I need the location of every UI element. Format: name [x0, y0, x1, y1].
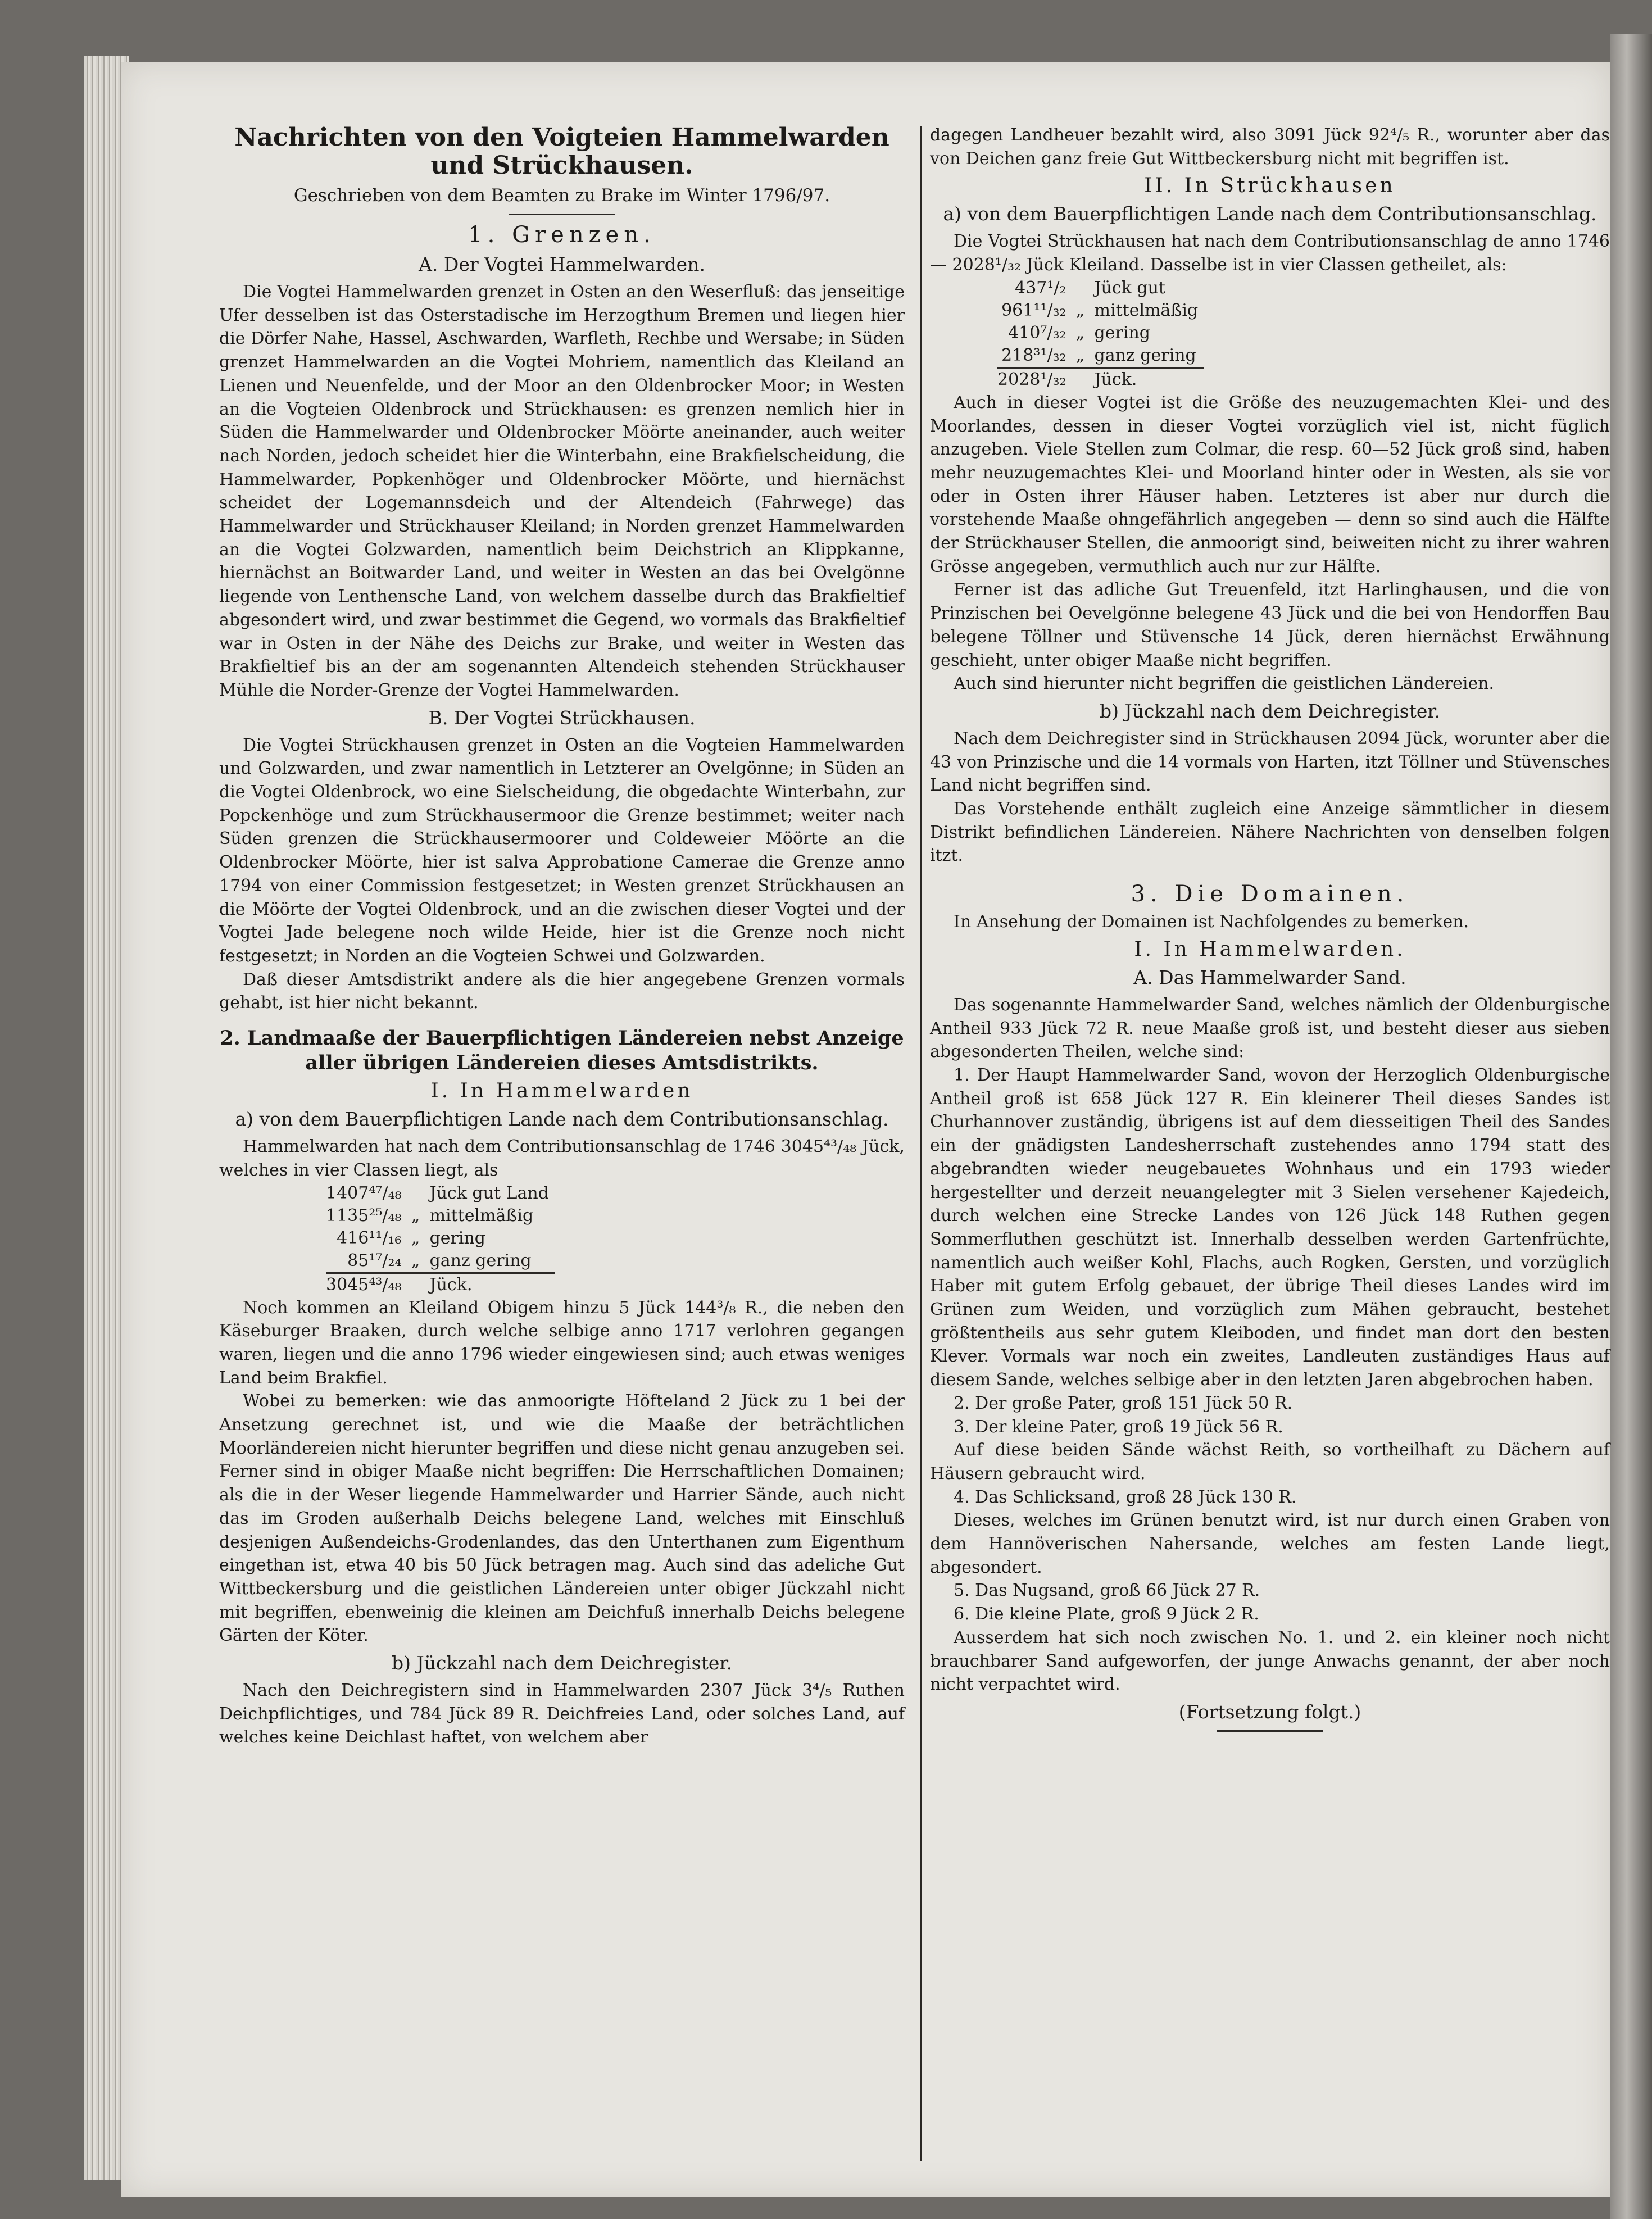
section-3-item-4: 4. Das Schlicksand, groß 28 Jück 130 R. [954, 1487, 1297, 1507]
amount-cell: 416¹¹/₁₆ [337, 1228, 402, 1248]
section-2-ii-a-text-4: Auch sind hierunter nicht begriffen die geistlichen Ländereien. [954, 674, 1495, 694]
section-2-ii-a-text: Die Vogtei Strückhausen hat nach dem Contributionsanschlag de anno 1746 — 2028¹/₃₂ Jück Kleiland. Dasselbe ist in vier Classen getheilet, als: [930, 232, 1610, 275]
section-1-heading: 1. Grenzen. [468, 222, 656, 248]
section-2-ii-heading: II. In Strückhausen [1144, 174, 1396, 198]
column-divider [920, 126, 922, 2161]
section-1a-text: Die Vogtei Hammelwarden grenzet in Osten an den Weserfluß: das jenseitige Ufer desselben ist das Osterstadische im Herzogthum Bremen und liegen hier die Dörfer Nahe, Hassel, Aschwarden, Warfleth, Rechbe und Wersabe; in Süden grenzet Hammelwarden an die Vogtei Mohriem, namentlich das Kleiland an Lienen und Neuenfelde, und der Moor an den Oldenbrocker Moor; in Westen an die Vogteien Oldenbrock und Strückhausen: es grenzen nemlich hier in Süden die Hammelwarder und Oldenbrocker Möörte aneinander, auch weiter nach Norden, jedoch scheidet hier die Winterbahn, eine Brakfielscheidung, die Hammelwarder, Popkenhöger und Oldenbrocker Möörte, und hiernächst scheidet der Logemannsdeich und der Altendeich (Fahrwege) das Hammelwarder und Strückhauser Kleiland; in Norden grenzet Hammelwarden an die Vogtei Golzwarden, namentlich beim Deichstrich an Klippkanne, hiernächst an Boitwarder Land, und weiter in Westen an das bei Ovelgönne liegende von Lenthensche Land, von welchem dasselbe durch das Brakfieltief abgesondert wird, und zwar bestimmet die Gegend, wo vormals das Brakfieltief war in Osten in der Nähe des Deichs zur Brake, und weiter in Westen das Brakfieltief bis an der am sogenannten Altendeich stehenden Strückhauser Mühle die Norder-Grenze der Vogtei Hammelwarden. [219, 282, 905, 700]
section-2-i-b-heading: b) Jückzahl nach dem Deichregister. [391, 1652, 733, 1675]
section-2-i-a-text-3: Wobei zu bemerken: wie das anmoorigte Höfteland 2 Jück zu 1 bei der Ansetzung gerechnet ist, und wie die Maaße der beträchtlichen Moorländereien nicht hierunter begriffen und diese nicht genau anzugeben sei. Ferner sind in obiger Maaße nicht begriffen: Die Herrschaftlichen Domainen; als die in der Weser liegende Hammelwarder und Harrier Sände, auch nicht das im Groden außerhalb Deichs belegene Land, welches mit Einschluß desjenigen Außendeichs-Grodenlandes, das den Unterthanen zum Eigenthum eingethan ist, etwa 40 bis 50 Jück betragen mag. Auch sind das adeliche Gut Wittbeckersburg und die geistlichen Ländereien unter obiger Jückzahl nicht mit begriffen, ebenweinig die kleinen am Deichfuß innerhalb Deichs belegene Gärten der Köter. [219, 1391, 905, 1646]
section-2-ii-b-heading: b) Jückzahl nach dem Deichregister. [1099, 700, 1441, 722]
section-1b-heading: B. Der Vogtei Strückhausen. [428, 706, 696, 729]
table-row [326, 1205, 555, 1227]
section-1b-text: Die Vogtei Strückhausen grenzet in Osten an die Vogteien Hammelwarden und Golzwarden, und zwar namentlich in Letzterer an Ovelgönne; in Süden an die Vogtei Oldenbrock, wo eine Sielscheidung, die obgedachte Winterbahn, zur Popckenhöge und zum Strückhausermoor die Grenze bestimmet; weiter nach Süden grenzen die Strückhausermoorer und Coldeweier Möörte an die Oldenbrocker Möörte, hier ist salva Approbatione Camerae die Grenze anno 1794 von einer Commission festgesetzet; in Westen grenzet Strückhausen an die Möörte der Vogtei Oldenbrock, und an die zwischen dieser Vogtei und der Vogtei Jade belegene noch wilde Heide, hier ist die Grenze noch nicht festgesetzt; in Norden an die Vogteien Schwei und Golzwarden. [219, 735, 905, 966]
class-label-cell: ganz gering [429, 1250, 532, 1270]
table-total-row [997, 367, 1204, 391]
right-column [930, 124, 1610, 1737]
amount-cell: 1135²⁵/₄₈ [326, 1205, 402, 1226]
section-1a-heading: A. Der Vogtei Hammelwarden. [419, 253, 705, 275]
amount-cell: 961¹¹/₃₂ [1001, 300, 1066, 320]
total-amount-cell: 2028¹/₃₂ [997, 367, 1072, 391]
total-spacer-cell [407, 1273, 430, 1296]
section-3-i-heading: I. In Hammelwarden. [1134, 937, 1406, 961]
class-label-cell: Jück gut [1094, 278, 1165, 298]
article-title: Nachrichten von den Voigteien Hammelwarden und Strückhausen. [234, 123, 889, 180]
section-3-item-3: 3. Der kleine Pater, groß 19 Jück 56 R. [954, 1417, 1283, 1437]
continued-text: dagegen Landheuer bezahlt wird, also 3091 Jück 92⁴/₅ R., worunter aber das von Deichen ganz freie Gut Wittbeckersburg nicht mit begriffen ist. [930, 125, 1610, 169]
left-column [219, 124, 905, 1749]
amount-cell: 218³¹/₃₂ [1001, 345, 1066, 365]
ditto-cell [1072, 277, 1095, 300]
table-row [326, 1227, 555, 1250]
table-total-row [326, 1273, 555, 1296]
total-label-cell: Jück. [430, 1273, 555, 1296]
section-3-item-4-note: Dieses, welches im Grünen benutzt wird, ist nur durch einen Graben von dem Hannöverischen Nahersande, welches am festen Lande liegt, abgesondert. [930, 1510, 1610, 1577]
amount-cell: 410⁷/₃₂ [1008, 323, 1066, 343]
amount-cell: 1407⁴⁷/₄₈ [326, 1183, 402, 1203]
section-3-intro: In Ansehung der Domainen ist Nachfolgendes zu bemerken. [954, 912, 1469, 932]
section-2-ii-b-text-2: Das Vorstehende enthält zugleich eine Anzeige sämmtlicher in diesem Distrikt befindlichen Ländereien. Nähere Nachrichten von denselben folgen itzt. [930, 799, 1610, 866]
class-label-cell: mittelmäßig [429, 1205, 534, 1226]
section-3-item-3-note: Auf diese beiden Sände wächst Reith, so vortheilhaft zu Dächern auf Häusern gebraucht wird. [930, 1440, 1610, 1483]
section-3-i-a-heading: A. Das Hammelwarder Sand. [1133, 966, 1406, 988]
total-spacer-cell [1072, 367, 1095, 391]
title-divider [509, 214, 615, 215]
table-row [326, 1250, 555, 1273]
section-3-item-2: 2. Der große Pater, groß 151 Jück 50 R. [954, 1393, 1293, 1413]
amount-cell: 85¹⁷/₂₄ [347, 1250, 402, 1270]
total-label-cell: Jück. [1095, 367, 1204, 391]
section-2-i-a-text-2: Noch kommen an Kleiland Obigem hinzu 5 Jück 144³/₈ R., die neben den Käseburger Braaken, durch welche selbige anno 1717 verlohren gegangen waren, liegen und die anno 1796 wieder eingewiesen sind; auch etwas weniges Land beim Brakfiel. [219, 1297, 905, 1388]
class-label-cell: Jück gut Land [429, 1183, 549, 1203]
table-row [997, 277, 1204, 300]
section-2-i-a-heading: a) von dem Bauerpflichtigen Lande nach dem Contributionsanschlag. [235, 1108, 889, 1131]
section-2-i-b-text: Nach den Deichregistern sind in Hammelwarden 2307 Jück 3⁴/₅ Ruthen Deichpflichtiges, und 784 Jück 89 R. Deichfreies Land, oder solches Land, auf welches keine Deichlast haftet, von welchem aber [219, 1681, 905, 1748]
section-3-text-1: Das sogenannte Hammelwarder Sand, welches nämlich der Oldenburgische Antheil 933 Jück 72 R. neue Maaße groß ist, und besteht dieser aus sieben abgesonderten Theilen, welche sind: [930, 995, 1610, 1062]
section-2-i-heading: I. In Hammelwarden [430, 1079, 693, 1103]
hammelwarden-class-table [326, 1182, 555, 1296]
article-byline: Geschrieben von dem Beamten zu Brake im Winter 1796/97. [293, 185, 830, 206]
section-2-i-a-text: Hammelwarden hat nach dem Contributionsanschlag de 1746 3045⁴³/₄₈ Jück, welches in vier Classen liegt, als [219, 1137, 905, 1180]
section-3-closing-text: Ausserdem hat sich noch zwischen No. 1. und 2. ein kleiner noch nicht brauchbarer Sand aufgeworfen, der junge Anwachs genannt, der aber noch nicht verpachtet wird. [930, 1627, 1610, 1695]
class-label-cell: gering [1094, 323, 1150, 343]
section-3-item-6: 6. Die kleine Plate, groß 9 Jück 2 R. [954, 1604, 1259, 1624]
section-3-item-5: 5. Das Nugsand, groß 66 Jück 27 R. [954, 1581, 1260, 1601]
section-2-heading: 2. Landmaaße der Bauerpflichtigen Ländereien nebst Anzeige aller übrigen Ländereien dieses Amtsdistrikts. [220, 1027, 904, 1075]
table-row [997, 300, 1204, 322]
section-1b-text-2: Daß dieser Amtsdistrikt andere als die hier angegebene Grenzen vormals gehabt, ist hier nicht bekannt. [219, 969, 905, 1013]
ditto-cell: „ [1075, 300, 1085, 320]
section-2-ii-b-text: Nach dem Deichregister sind in Strückhausen 2094 Jück, worunter aber die 43 von Prinzische und die 14 vormals von Harten, itzt Töllner und Stüvensches Land nicht begriffen sind. [930, 728, 1610, 796]
end-divider [1217, 1730, 1323, 1732]
table-row [326, 1182, 555, 1205]
ditto-cell: „ [1075, 323, 1085, 343]
ditto-cell [407, 1182, 430, 1205]
facing-page-edge [1610, 34, 1652, 2219]
amount-cell: 437¹/₂ [1015, 278, 1066, 298]
class-label-cell: gering [429, 1228, 485, 1248]
ditto-cell: „ [411, 1250, 420, 1270]
ditto-cell: „ [1075, 345, 1085, 365]
section-2-ii-a-text-2: Auch in dieser Vogtei ist die Größe des neuzugemachten Klei- und des Moorlandes, dessen in dieser Vogtei vorzüglich viel ist, nicht füglich anzugeben. Viele Stellen zum Colmar, die resp. 60—52 Jück groß sind, haben mehr neuzugemachtes Klei- und Moorland hinter oder in Westen, als sie vor oder in Osten ihrer Häuser haben. Letzteres ist aber nur durch die vorstehende Maaße ohngefährlich angegeben — denn so sind auch die Hälfte der Strückhauser Stellen, die anmoorigt sind, beiweiten nicht zu ihrer wahren Grösse angegeben, vermuthlich auch nur zur Hälfte. [930, 392, 1610, 577]
section-3-item-1: 1. Der Haupt Hammelwarder Sand, wovon der Herzoglich Oldenburgische Antheil groß ist 658 Jück 127 R. Ein kleinerer Theil dieses Sandes ist Churhannover zuständig, übrigens ist auf dem diesseitigen Theil des Sandes ein der gnädigsten Landesherrschaft zustehendes anno 1794 statt des abgebrandten wieder neugebauetes Wohnhaus und ein 1793 wieder hergestellter und derzeit neuangelegter mit 3 Sielen versehener Kajedeich, durch welchen eine Strecke Landes von 126 Jück 148 Ruthen gegen Sommerfluthen geschützt ist. Innerhalb desselben werden Gartenfrüchte, namentlich auch weißer Kohl, Flachs, auch Rogken, Gersten, und vorzüglich Haber mit gutem Erfolg gebauet, der übrige Theil dieses Landes wird im Grünen zum Weiden, und vorzüglich zum Mähen gebraucht, bestehet größtentheils aus sehr gutem Kleiboden, und findet man dort den besten Klever. Vormals war noch ein zweites, Landleuten zuständiges Haus auf diesem Sande, welches selbige aber in den letzten Jaren abgebrochen haben. [930, 1065, 1610, 1390]
book-page [121, 62, 1610, 2197]
table-row [997, 322, 1204, 344]
table-row [997, 344, 1204, 368]
continuation-note: (Fortsetzung folgt.) [1178, 1700, 1361, 1723]
section-2-ii-a-heading: a) von dem Bauerpflichtigen Lande nach dem Contributionsanschlag. [943, 203, 1597, 225]
total-amount-cell: 3045⁴³/₄₈ [326, 1273, 407, 1296]
ditto-cell: „ [411, 1205, 420, 1226]
class-label-cell: ganz gering [1094, 345, 1196, 365]
struckhausen-class-table [997, 277, 1204, 391]
class-label-cell: mittelmäßig [1094, 300, 1199, 320]
ditto-cell: „ [411, 1228, 420, 1248]
section-2-ii-a-text-3: Ferner ist das adliche Gut Treuenfeld, itzt Harlinghausen, und die von Prinzischen bei Oevelgönne belegene 43 Jück und die bei von Hendorffen Bau belegene Töllner und Stüvensche 14 Jück, deren hiernächst Erwähnung geschieht, unter obiger Maaße nicht begriffen. [930, 580, 1610, 670]
section-3-heading: 3. Die Domainen. [1131, 881, 1409, 907]
